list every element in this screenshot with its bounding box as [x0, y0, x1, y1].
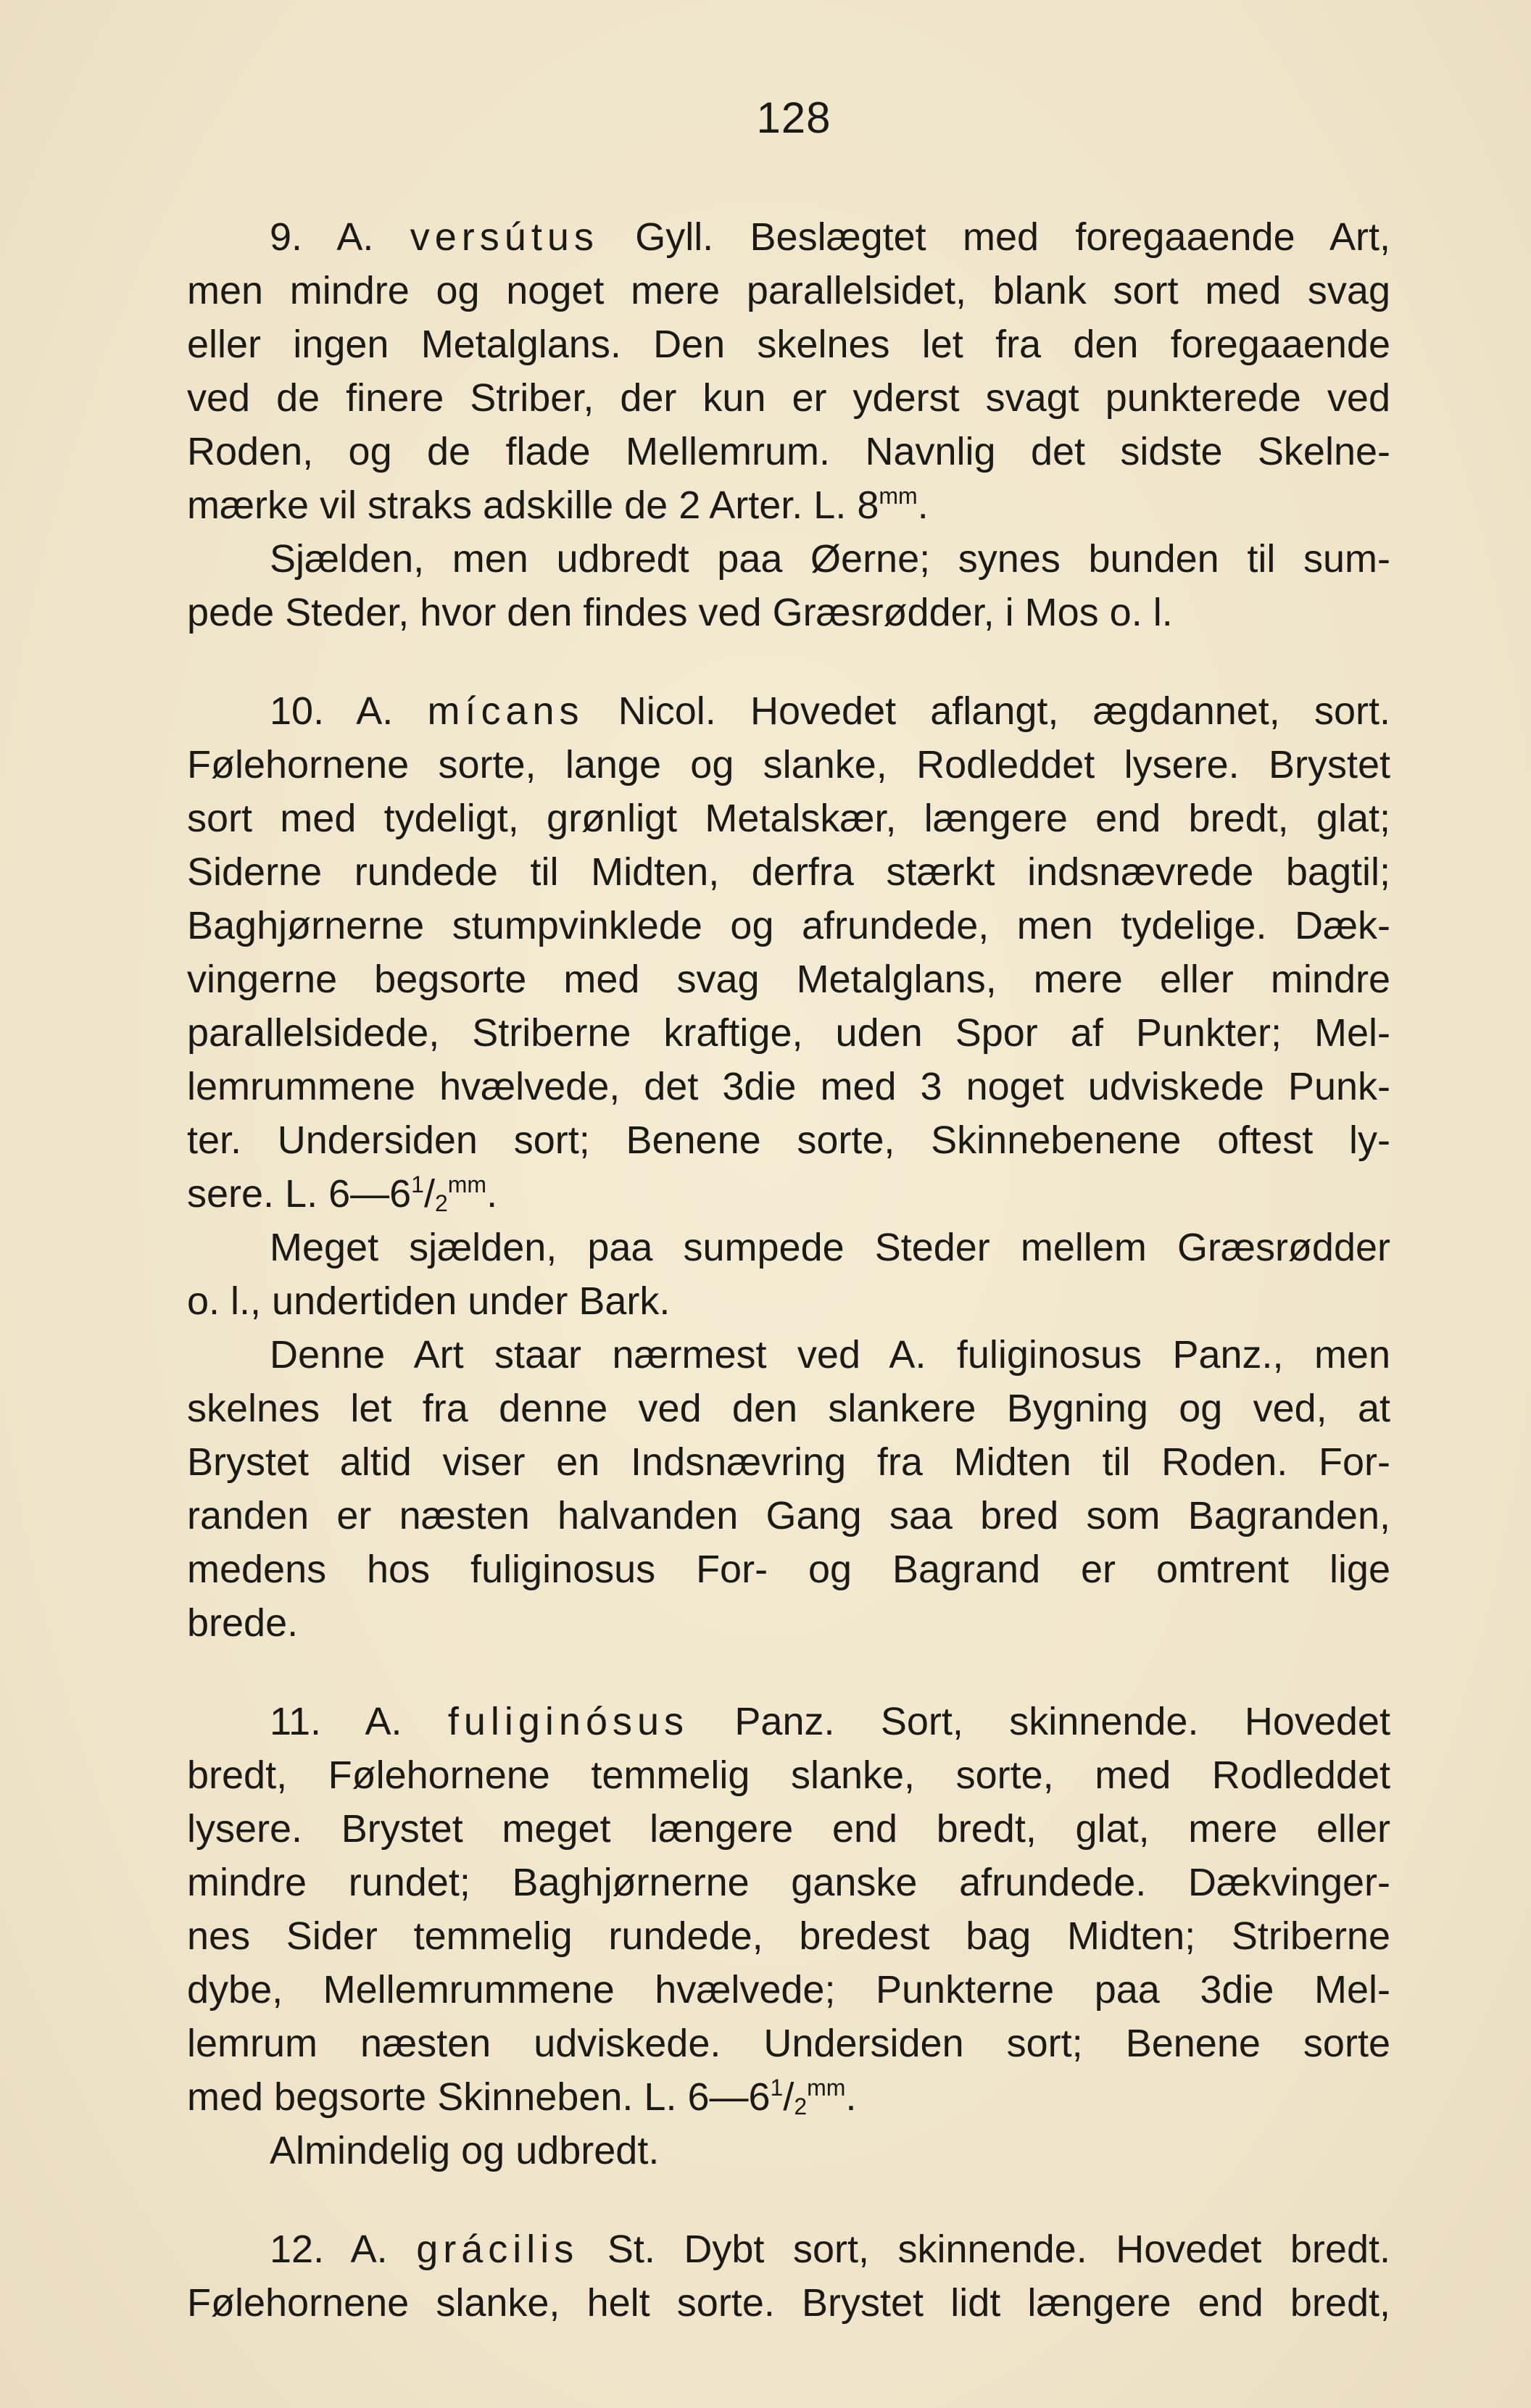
entry-number: 10. — [270, 689, 325, 733]
paragraph-gap — [187, 639, 1390, 684]
genus-abbreviation: A. — [356, 689, 394, 733]
genus-abbreviation: A. — [350, 2228, 388, 2271]
text-fragment: Hovedet aflangt, ægdannet, sort. — [750, 689, 1390, 733]
species-author: Nicol. — [618, 689, 716, 733]
entry-heading-line — [187, 684, 1390, 738]
text-fragment: mærke vil straks adskille de 2 Arter. L. 8 — [187, 483, 879, 527]
text-fragment: Sort, skinnende. Hovedet — [880, 1700, 1390, 1743]
species-name: grácilis — [416, 2228, 579, 2271]
species-author: Gyll. — [635, 215, 714, 259]
text-line: pede Steder, hvor den findes ved Græsrødder, i Mos o. l. — [187, 591, 1173, 634]
text-line: randen er næsten halvanden Gang saa bred som Bagranden, — [187, 1494, 1390, 1537]
punctuation: . — [845, 2075, 857, 2119]
text-line: parallelsidede, Striberne kraftige, uden Spor af Punkter; Mel- — [187, 1011, 1390, 1055]
text-line: Siderne rundede til Midten, derfra stærkt indsnævrede bagtil; — [187, 850, 1390, 894]
fraction-slash: / — [783, 2075, 794, 2119]
species-name: versútus — [410, 215, 599, 259]
punctuation: . — [917, 483, 929, 527]
entry-9 — [187, 210, 1390, 639]
entry-heading-line — [187, 210, 1390, 264]
text-line: skelnes let fra denne ved den slankere Bygning og ved, at — [187, 1387, 1390, 1430]
species-author: Panz. — [734, 1700, 835, 1743]
measurement-line — [187, 1167, 1390, 1221]
measurement-line — [187, 478, 1390, 532]
text-line: lemrummene hvælvede, det 3die med 3 noget udviskede Punk- — [187, 1065, 1390, 1108]
genus-abbreviation: A. — [336, 215, 374, 259]
paragraph-gap — [187, 1650, 1390, 1695]
fraction-numerator: 1 — [770, 2075, 784, 2101]
punctuation: . — [486, 1172, 498, 1216]
text-line: Roden, og de flade Mellemrum. Navnlig det sidste Skelne- — [187, 430, 1390, 473]
fraction-numerator: 1 — [411, 1171, 424, 1197]
page-number: 128 — [756, 94, 831, 142]
text-line: o. l., undertiden under Bark. — [187, 1279, 671, 1323]
entry-10 — [187, 684, 1390, 1650]
text-line: dybe, Mellemrummene hvælvede; Punkterne paa 3die Mel- — [187, 1968, 1390, 2011]
genus-abbreviation: A. — [365, 1700, 402, 1743]
text-line: Denne Art staar nærmest ved A. fuliginosus Panz., men — [270, 1333, 1390, 1377]
unit-superscript: mm — [447, 1171, 487, 1197]
species-name: mícans — [427, 689, 584, 733]
text-line: Baghjørnerne stumpvinklede og afrundede, men tydelige. Dæk- — [187, 904, 1390, 947]
species-name: fuliginósus — [447, 1700, 689, 1743]
unit-superscript: mm — [879, 483, 918, 509]
text-line: ter. Undersiden sort; Benene sorte, Skinnebenene oftest ly- — [187, 1118, 1390, 1162]
entry-11 — [187, 1695, 1390, 2177]
text-line: ved de finere Striber, der kun er yderst svagt punkterede ved — [187, 376, 1390, 420]
entry-heading-line — [187, 2222, 1390, 2276]
text-line: Meget sjælden, paa sumpede Steder mellem Græsrødder — [270, 1226, 1390, 1269]
entry-heading-line — [187, 1695, 1390, 1748]
text-line: Almindelig og udbredt. — [270, 2129, 660, 2172]
measurement-line — [187, 2070, 1390, 2124]
text-line: sort med tydeligt, grønligt Metalskær, længere end bredt, glat; — [187, 797, 1390, 840]
text-line: lysere. Brystet meget længere end bredt, glat, mere eller — [187, 1807, 1390, 1851]
text-line: bredt, Følehornene temmelig slanke, sorte, med Rodleddet — [187, 1753, 1390, 1797]
paragraph-gap — [187, 2177, 1390, 2222]
fraction-denominator: 2 — [434, 1190, 448, 1216]
fraction-slash: / — [423, 1172, 435, 1216]
unit-superscript: mm — [807, 2075, 846, 2101]
text-line: vingerne begsorte med svag Metalglans, mere eller mindre — [187, 958, 1390, 1001]
text-line: men mindre og noget mere parallelsidet, blank sort med svag — [187, 269, 1390, 312]
species-author: St. — [607, 2228, 655, 2271]
text-line: lemrum næsten udviskede. Undersiden sort; Benene sorte — [187, 2022, 1390, 2065]
text-line: nes Sider temmelig rundede, bredest bag Midten; Striberne — [187, 1914, 1390, 1958]
entry-number: 9. — [270, 215, 303, 259]
entry-number: 12. — [270, 2228, 325, 2271]
text-line: brede. — [187, 1601, 299, 1645]
text-line: Følehornene slanke, helt sorte. Brystet lidt længere end bredt, — [187, 2281, 1390, 2325]
entry-12 — [187, 2222, 1390, 2330]
entry-number: 11. — [270, 1700, 322, 1743]
text-fragment: Dybt sort, skinnende. Hovedet bredt. — [684, 2228, 1390, 2271]
text-body — [187, 210, 1390, 2330]
text-fragment: med begsorte Skinneben. L. 6—6 — [187, 2075, 771, 2119]
text-line: Brystet altid viser en Indsnævring fra Midten til Roden. For- — [187, 1440, 1390, 1484]
text-line: mindre rundet; Baghjørnerne ganske afrundede. Dækvinger- — [187, 1861, 1390, 1904]
text-line: Følehornene sorte, lange og slanke, Rodleddet lysere. Brystet — [187, 743, 1390, 786]
text-fragment: sere. L. 6—6 — [187, 1172, 412, 1216]
text-line: Sjælden, men udbredt paa Øerne; synes bunden til sum- — [270, 537, 1390, 581]
fraction-denominator: 2 — [794, 2093, 808, 2120]
text-line: medens hos fuliginosus For- og Bagrand er omtrent lige — [187, 1548, 1390, 1591]
text-fragment: Beslægtet med foregaaende Art, — [750, 215, 1390, 259]
text-line: eller ingen Metalglans. Den skelnes let fra den foregaaende — [187, 323, 1390, 366]
